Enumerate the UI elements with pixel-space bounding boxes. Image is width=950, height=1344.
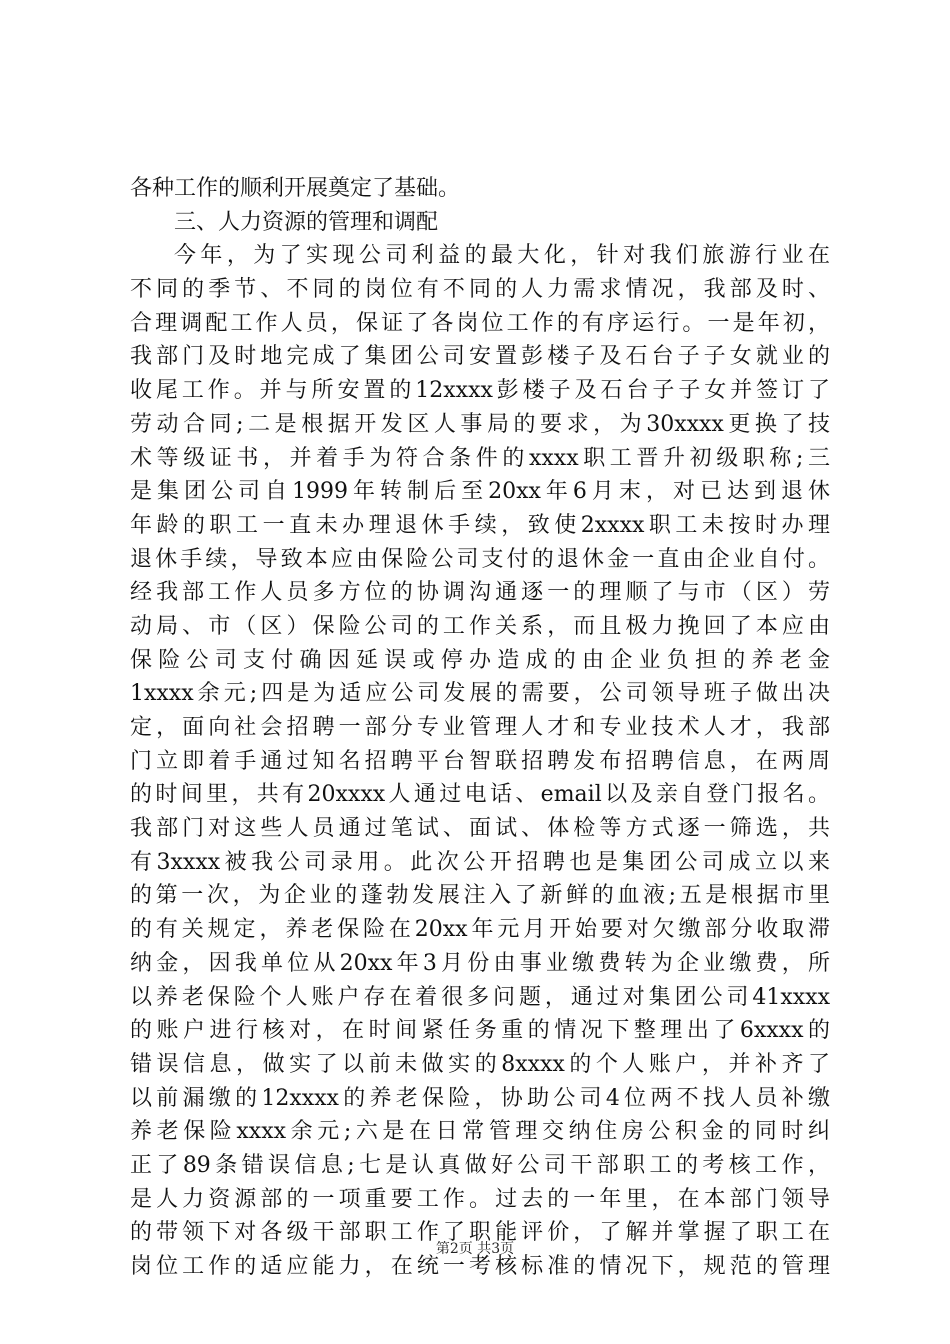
text-line: 今年，为了实现公司利益的最大化，针对我们旅游行业在 bbox=[174, 243, 830, 269]
text-line: 以养老保险个人账户存在着很多问题，通过对集团公司41xxxx bbox=[130, 984, 830, 1010]
text-line: 退休手续，导致本应由保险公司支付的退休金一直由企业自付。 bbox=[130, 546, 830, 572]
text-line: 门立即着手通过知名招聘平台智联招聘发布招聘信息，在两周 bbox=[130, 748, 830, 774]
text-line: 有3xxxx被我公司录用。此次公开招聘也是集团公司成立以来 bbox=[130, 849, 830, 875]
text-line: 的带领下对各级干部职工作了职能评价，了解并掌握了职工在 bbox=[130, 1220, 830, 1246]
page-footer: 第2页 共3页 bbox=[435, 1241, 515, 1257]
text-line: 定，面向社会招聘一部分专业管理人才和专业技术人才，我部 bbox=[130, 715, 830, 740]
text-line: 我部门对这些人员通过笔试、面试、体检等方式逐一筛选，共 bbox=[130, 816, 830, 842]
text-line: 1xxxx余元;四是为适应公司发展的需要，公司领导班子做出决 bbox=[130, 681, 830, 707]
body-text bbox=[130, 172, 830, 1284]
text-line: 的时间里，共有20xxxx人通过电话、email以及亲自登门报名。 bbox=[130, 782, 830, 808]
text-line: 正了89条错误信息;七是认真做好公司干部职工的考核工作， bbox=[130, 1152, 830, 1178]
text-line: 动局、市（区）保险公司的工作关系，而且极力挽回了本应由 bbox=[130, 613, 830, 639]
text-line: 不同的季节、不同的岗位有不同的人力需求情况，我部及时、 bbox=[130, 277, 830, 303]
text-line: 各种工作的顺利开展奠定了基础。 bbox=[130, 176, 461, 201]
text-line: 劳动合同;二是根据开发区人事局的要求，为30xxxx更换了技 bbox=[130, 411, 830, 437]
text-line: 的账户进行核对，在时间紧任务重的情况下整理出了6xxxx的 bbox=[130, 1018, 830, 1044]
text-line: 的第一次，为企业的蓬勃发展注入了新鲜的血液;五是根据市里 bbox=[130, 883, 830, 909]
text-line: 是集团公司自1999年转制后至20xx年6月末，对已达到退休 bbox=[130, 479, 830, 505]
text-line: 术等级证书，并着手为符合条件的xxxx职工晋升初级职称;三 bbox=[130, 445, 830, 471]
text-line: 纳金，因我单位从20xx年3月份由事业缴费转为企业缴费，所 bbox=[130, 950, 830, 976]
text-line: 的有关规定，养老保险在20xx年元月开始要对欠缴部分收取滞 bbox=[130, 917, 830, 943]
text-line: 经我部工作人员多方位的协调沟通逐一的理顺了与市（区）劳 bbox=[130, 580, 830, 606]
section-heading: 三、人力资源的管理和调配 bbox=[174, 209, 439, 235]
text-line: 是人力资源部的一项重要工作。过去的一年里，在本部门领导 bbox=[130, 1186, 830, 1212]
text-line: 收尾工作。并与所安置的12xxxx彭楼子及石台子子女并签订了 bbox=[130, 378, 830, 404]
text-line: 岗位工作的适应能力，在统一考核标准的情况下，规范的管理 bbox=[130, 1254, 830, 1279]
text-line: 合理调配工作人员，保证了各岗位工作的有序运行。一是年初， bbox=[130, 310, 830, 336]
text-line: 保险公司支付确因延误或停办造成的由企业负担的养老金 bbox=[130, 647, 830, 673]
text-line: 年龄的职工一直未办理退休手续，致使2xxxx职工未按时办理 bbox=[130, 512, 830, 538]
text-line: 我部门及时地完成了集团公司安置彭楼子及石台子子女就业的 bbox=[130, 344, 830, 370]
text-line: 养老保险xxxx余元;六是在日常管理交纳住房公积金的同时纠 bbox=[130, 1119, 830, 1145]
text-line: 错误信息，做实了以前未做实的8xxxx的个人账户，并补齐了 bbox=[130, 1051, 830, 1077]
text-line: 以前漏缴的12xxxx的养老保险，协助公司4位两不找人员补缴 bbox=[130, 1085, 830, 1111]
